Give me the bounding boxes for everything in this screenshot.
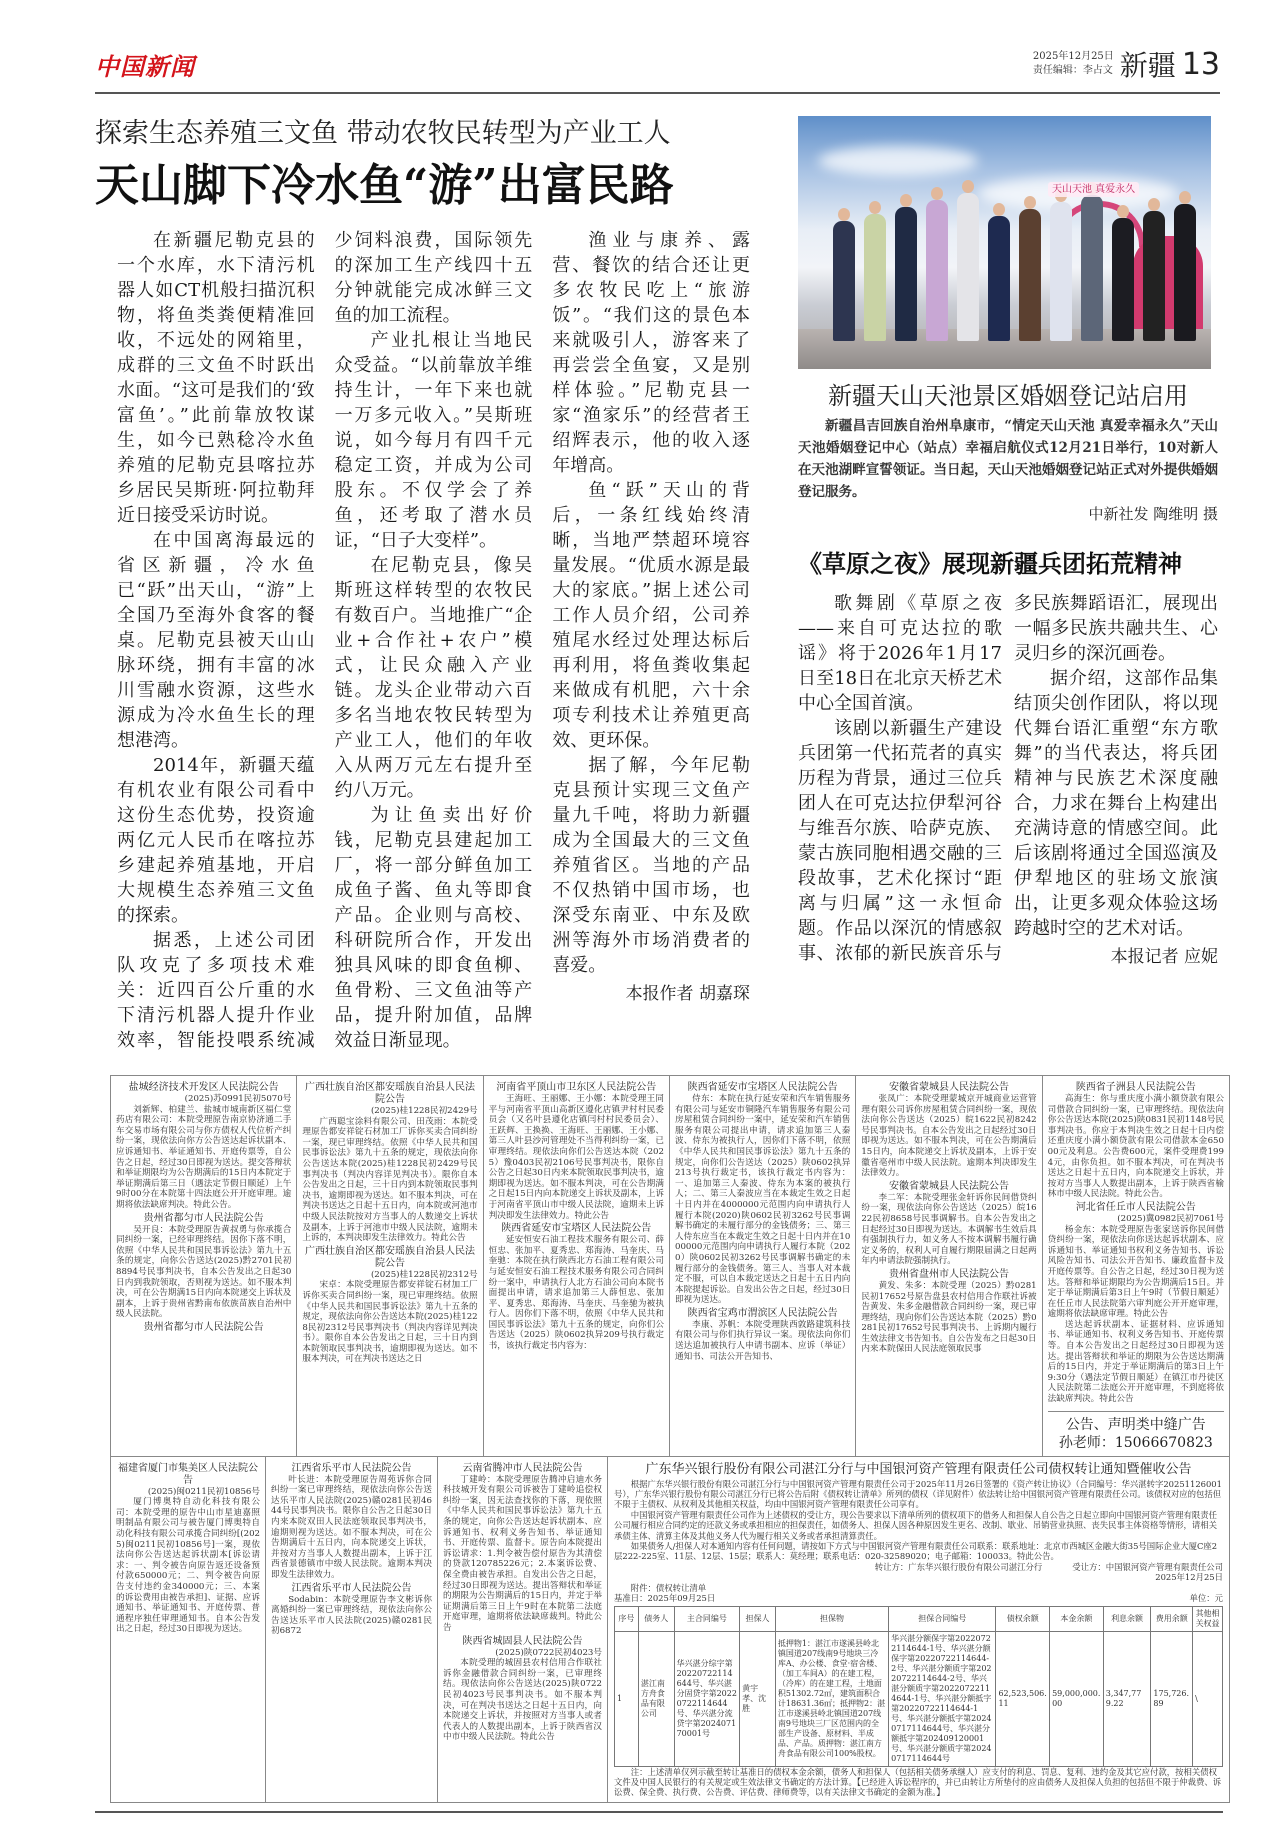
table-cell: 62,523,506.11 bbox=[996, 1631, 1050, 1766]
claims-table bbox=[614, 1606, 1223, 1767]
photo-banner-text: 天山天池 真爱永久 bbox=[1048, 182, 1139, 197]
photo-person-head bbox=[1179, 191, 1191, 204]
ad-contact: 孙老师：15066670823 bbox=[1058, 1434, 1213, 1451]
article-paragraph: 2014年，新疆天蕴有机农业有限公司看中这份生态优势，投资逾两亿元人民币在喀拉苏乡建起养殖基地，开启大规模生态养殖三文鱼的探索。 bbox=[117, 755, 315, 926]
news-photo bbox=[798, 116, 1211, 369]
photo-person bbox=[957, 193, 979, 341]
notice-column bbox=[111, 1457, 266, 1802]
article2-byline: 本报记者 应妮 bbox=[1110, 947, 1218, 967]
page-header-info bbox=[1033, 44, 1220, 84]
article-byline: 本报作者 胡嘉琛 bbox=[625, 984, 750, 1004]
table-header-cell: 序号 bbox=[615, 1606, 639, 1631]
photo-person-head bbox=[838, 208, 850, 221]
notice-title: 福建省厦门市集美区人民法院公告 bbox=[118, 1462, 258, 1486]
editor-credit: 责任编辑：李占文 bbox=[1032, 65, 1113, 76]
top-stories bbox=[95, 116, 1220, 1053]
notice-title: 云南省腾冲市人民法院公告 bbox=[462, 1462, 583, 1474]
notices-upper bbox=[111, 1076, 1229, 1457]
notice-column bbox=[670, 1076, 856, 1456]
article-paragraph: 在尼勒克县，像吴斯班这样转型的农牧民有数百户。当地推广“企业+合作社+农户”模式，让民众融入产业链。龙头企业带动六百多名当地农牧民转型为产业工人，他们的年收入从两万元左右提升至约八万元。 bbox=[334, 555, 533, 801]
photo-person bbox=[1081, 195, 1103, 341]
photo-person-head bbox=[1148, 198, 1160, 211]
photo-person-head bbox=[869, 201, 881, 214]
notice-title: 安徽省蒙城县人民法院公告 bbox=[888, 1180, 1009, 1192]
side-stories bbox=[798, 116, 1218, 1053]
photo-cloud bbox=[818, 146, 978, 176]
notice-body: 黄发、朱多：本院受理（2025）黔0281民初17652号原告盘县农村信用合作联社诉被告黄发、朱多金融借款合同纠纷一案，现已审理终结，现向你们公告送达本院（2025）黔0281民初17652号民事判决书、上诉期内履行生效法律文书告知书。自公告发布之日起30日内来本院保田人民法庭领取民事 bbox=[861, 1280, 1037, 1355]
photo-credit: 中新社发 陶维明 摄 bbox=[1088, 505, 1218, 523]
table-cell: 3,347,779.22 bbox=[1103, 1631, 1151, 1766]
article-paragraph: 据了解，今年尼勒克县预计实现三文鱼产量九千吨，将助力新疆成为全国最大的三文鱼养殖省区。当地的产品不仅热销中国市场，也深受东南亚、中东及欧洲等海外市场消费者的喜爱。 bbox=[552, 755, 750, 976]
footer-divider bbox=[95, 1811, 1223, 1813]
photo-person bbox=[1019, 209, 1041, 341]
table-header-cell: 债权余额 bbox=[996, 1606, 1050, 1631]
photo-person-head bbox=[1117, 205, 1129, 218]
photo-person bbox=[988, 216, 1010, 341]
notice-title: 陕西省宝鸡市渭滨区人民法院公告 bbox=[687, 1307, 838, 1319]
notice-body: 叶长进：本院受理原告周苑诉你合同纠纷一案已审理终结，现依法向你公告送达乐平市人民法院(2025)赣0281民初4644号民事判决书。限你自公告之日起30日内来本院双田人民法庭领取民事判决书，逾期则视为送达。如不服本判决，可在公告期满后十五日内，向本院递交上诉状，并按对方当事人人数提出副本，上诉于江西省景德镇市中级人民法院。逾期本判决即发生法律效力。 bbox=[271, 1474, 432, 1580]
notice-column bbox=[484, 1076, 670, 1456]
notice-body: 张凤广：本院受理蒙城京开城商业运营管理有限公司诉你房屋租赁合同纠纷一案，现依法向你公告送达（2025）皖1622民初8242号民事判决书。自本公告发出之日起经过30日即视为送达。如不服本判决，可在公告期满后15日内，向本院递交上诉状及副本，上诉于安徽省亳州市中级人民法院。逾期本判决即发生法律效力。 bbox=[861, 1094, 1037, 1179]
notice-case-number: (2025)桂1228民初2429号 bbox=[370, 1106, 478, 1116]
notice-column bbox=[438, 1457, 608, 1802]
transferor: 转让方：广东华兴银行股份有限公司湛江分行 bbox=[874, 1561, 1043, 1572]
article-paragraph: 渔业与康养、露营、餐饮的结合还让更多农牧民吃上“旅游饭”。“我们这的景色本来就吸引人，游客来了再尝尝全鱼宴，又是别样体验。”尼勒克县一家“渔家乐”的经营者王绍辉表示，他的收入逐年增高。 bbox=[552, 230, 750, 476]
notice-body: 高海生：你与重庆度小满小额贷款有限公司借款合同纠纷一案，已审理终结。现依法向你公告送达本院(2025)陕0831民初1148号民事判决书。你应于本判决生效之日起十日内偿还重庆度小满小额贷款有限公司借款本金65000元及利息。公告费600元，案件受理费1994元，由你负担。如不服本判决，可在判决书送达之日起十五日内，向本院递交上诉状，并按对方当事人人数提出副本，上诉于陕西省榆林市中级人民法院。特此公告。 bbox=[1047, 1094, 1224, 1200]
notice-title: 贵州省都匀市人民法院公告 bbox=[143, 1212, 264, 1224]
table-header-cell: 主合同编号 bbox=[674, 1606, 740, 1631]
table-cell: \ bbox=[1193, 1631, 1223, 1766]
table-header-cell: 担保物 bbox=[775, 1606, 888, 1631]
base-date-row bbox=[614, 1593, 1223, 1603]
lead-story bbox=[95, 116, 750, 1053]
table-cell: 黄宇孝、沈胜 bbox=[740, 1631, 776, 1766]
notice-title: 陕西省城固县人民法院公告 bbox=[462, 1635, 583, 1647]
notice-body: 刘新辉、柏建兰、盐城市城南新区福仁堂药店有限公司：本院受理原告南京协济通二手车交易市场有限公司与你方债权人代位析产纠纷一案，现依法向你方公告送达起诉状副本、应诉通知书、举证通知书、开庭传票等，自公告之日起，经过30日即视为送达。提交答辩状和举证期限均为公告期满后的15日内本院定于举证期满后第三日（遇法定节假日顺延）上午9时00分在本院第十四法庭公开开庭审理。逾期将依法缺席判决。特此公告。 bbox=[116, 1104, 292, 1210]
table-header-row bbox=[615, 1606, 1223, 1631]
header-meta bbox=[1033, 50, 1114, 78]
legal-notices-section bbox=[110, 1075, 1230, 1803]
article-paragraph: 为让鱼卖出好价钱，尼勒克县建起加工厂，将一部分鲜鱼加工成鱼子酱、鱼丸等即食产品。企业则与高校、科研院所合作，开发出独具风味的即食鱼柳、鱼骨粉、三文鱼油等产品，提升附加值，品牌效益日渐显现。 bbox=[334, 805, 533, 1051]
bank-notice-date: 2025年12月25日 bbox=[1155, 1572, 1223, 1583]
photo-person bbox=[864, 214, 886, 341]
notice-body: 本院受理的城固县农村信用合作联社诉你金融借款合同纠纷一案，已审理终结。现依法向你公告送达(2025)陕0722民初4023号民事判决书。如不服本判决，可在判决书送达之日起十五日内，向本院递交上诉状，并按照对方当事人或者代表人的人数提出副本，上诉于陕西省汉中市中级人民法院。特此公告 bbox=[443, 1658, 602, 1743]
table-cell: 华兴湛分额保字第20220722114644-1号、华兴湛分额保字第20220722114644-2号、华兴湛分额质字第20220722114644-2号、华兴湛分额质字第20220722114644-1号、华兴湛分额抵字第20220722114644-1号、华兴湛分额抵字第20240717114644号、华兴湛分额抵字第202409120001号、华兴湛分额质字第20240717114644号 bbox=[889, 1631, 996, 1766]
table-header-cell: 本金余额 bbox=[1050, 1606, 1104, 1631]
notice-column bbox=[111, 1076, 297, 1456]
notice-title: 河南省平顶山市卫东区人民法院公告 bbox=[496, 1082, 657, 1093]
photo-caption-title: 新疆天山天池景区婚姻登记站启用 bbox=[828, 382, 1188, 410]
page-number: 13 bbox=[1181, 46, 1220, 82]
article-body bbox=[117, 228, 750, 1053]
article-headline: 天山脚下冷水鱼“游”出富民路 bbox=[95, 160, 674, 211]
table-header-cell: 担保人 bbox=[740, 1606, 776, 1631]
notice-body: 杨金东：本院受理原告张家送诉你民间借贷纠纷一案，现依法向你送达起诉状副本、应诉通知书、举证通知书权利义务告知书、诉讼风险告知书、司法公开告知书、廉政监督卡及开庭传票等。自公告之日起，经过30日视为送达。答辩和举证期限均为公告期满后15日。并定于举证期满后第3日上午9时（节假日顺延）在任丘市人民法院第六审判庭公开开庭审理，逾期将依法缺席审理。特此公告 bbox=[1047, 1224, 1224, 1320]
notice-body: 王海旺、王丽娜、王小娜：本院受理王同平与河南省平顶山高新区遵化店镇尹村村民委员会（又名叶县遵化店镇闫村村民委员会）、王跃辉、王换换、王海旺、王丽娜、王小娜、第三人叶县沙河管理处不当得利纠纷一案，已审理终结。现依法向你们公告送达本院（2025）豫0403民初2106号民事判决书，限你自公告之日起30日内来本院领取民事判决书，逾期即视为送达。如不服本判决，可在公告期满之日起15日内向本院递交上诉状及副本，上诉于河南省平顶山市中级人民法院，逾期未上诉判决即发生法律效力。特此公告 bbox=[488, 1094, 664, 1221]
transferee: 受让方：中国银河资产管理有限责任公司 bbox=[1072, 1561, 1223, 1572]
notice-column bbox=[856, 1076, 1042, 1456]
photo-person-head bbox=[1024, 196, 1036, 209]
notice-column bbox=[1043, 1076, 1229, 1456]
notice-body: Sodabin：本院受理原告李文彬诉你离婚纠纷一案已审理终结，现依法向你公告送达乐平市人民法院(2025)赣0281民初6872 bbox=[271, 1594, 432, 1637]
notice-title: 河北省任丘市人民法院公告 bbox=[1075, 1201, 1196, 1213]
table-header-cell: 债务人 bbox=[638, 1606, 674, 1631]
table-cell: 175,726.89 bbox=[1151, 1631, 1193, 1766]
article-paragraph: 鱼“跃”天山的背后，一条红线始终清晰，当地严禁超环境容量发展。“优质水源是最大的家底。”据上述公司工作人员介绍，公司养殖尾水经过处理达标后再利用，将鱼粪收集起来做成有机肥，六十余项专利技术让养殖更高效、更环保。 bbox=[552, 480, 750, 751]
table-cell: 抵押物1：湛江市遂溪县岭北镇国道207线南9号地块三冷库A、办公楼、食堂·宿舍楼、（加工车间A）的在建工程，（冷库）的在建工程，土地面积51302.72㎡，建筑面积合计18631.36㎡；抵押物2：湛江市遂溪县岭北镇国道207线南9号地块三厂区范围内的全部生产设备、原材料、半成品、产品。质押物：湛江南方舟食品有限公司100%股权。 bbox=[775, 1631, 888, 1766]
notice-body: 广西聪宝涂料有限公司、田茂雨：本院受理原告都安祥锭石材加工厂诉你买卖合同纠纷一案，现已审理终结。依照《中华人民共和国民事诉讼法》第九十五条的规定，现依法向你公告送达本院(2025)桂1228民初2429号民事判决书（判决内容详见判决书）。限你自本公告发出之日起，三十日内到本院领取民事判决书，逾期即视为送达。如不服本判决，可在判决书送达之日起十五日内，向本院或河池市中级人民法院按对方当事人的人数递交上诉状及副本，上诉于河池市中级人民法院，逾期未上诉的，本判决即发生法律效力。特此公告 bbox=[302, 1116, 478, 1244]
notice-title: 陕西省延安市宝塔区人民法院公告 bbox=[687, 1082, 838, 1093]
masthead bbox=[95, 40, 1220, 88]
photo-person-head bbox=[931, 187, 943, 200]
article2-paragraph: 该剧以新疆生产建设兵团第一代拓荒者的真实历程为背景，通过三位兵团人在可克达拉伊犁河谷与维吾尔族、哈萨克族、蒙古族同胞相遇交融的三段故事，艺术化探讨“距离与归属”这一永恒命题。作品以深沉的情感叙事、浓郁的新民族音乐与多民族舞蹈语汇，展现出一幅多民族共融共生、心灵归乡的深沉画卷。 bbox=[798, 593, 1218, 964]
article2-body bbox=[798, 591, 1218, 970]
bank-signatures bbox=[614, 1562, 1223, 1572]
bank-notice bbox=[608, 1457, 1229, 1802]
article-subtitle: 探索生态养殖三文鱼 带动农牧民转型为产业工人 bbox=[95, 118, 671, 149]
photo-person bbox=[926, 200, 948, 341]
article-paragraph: 产业扎根让当地民众受益。“以前靠放羊维持生计，一年下来也就一万多元收入。”吴斯班说，如今每月有四千元稳定工资，并成为公司股东。不仅学会了养鱼，还考取了潜水员证，“日子大变样”。 bbox=[334, 330, 533, 551]
table-cell: 湛江南方舟食品有限公司 bbox=[638, 1631, 674, 1766]
notice-body: 延安恒安石油工程技术服务有限公司、薛恒忠、张加平、夏秀忠、郑海涛、马奎庆、马奎驰：本院在执行陕西北方石油工程有限公司与延安恒安石油工程技术服务有限公司合同纠纷一案中，申请执行人北方石油公司向本院书面提出申请，请求追加第三人薛恒忠、张加平、夏秀忠、郑海涛、马奎庆、马奎驰为被执行人。因你们下落不明，依照《中华人民共和国民事诉讼法》第九十五条的规定，向你们公告送达（2025）陕0602执异209号执行裁定书，该执行裁定书内容为： bbox=[488, 1235, 664, 1352]
notice-case-number: (2025)桂1228民初2312号 bbox=[370, 1269, 478, 1280]
notices-lower bbox=[111, 1457, 1229, 1802]
newspaper-logo: 中国新闻 bbox=[95, 51, 195, 81]
notice-case-number: (2025)闽0211民初10856号 bbox=[147, 1486, 260, 1497]
photo-person bbox=[1174, 204, 1196, 341]
section-name: 新疆 bbox=[1119, 49, 1176, 82]
table-note: 注：上述清单仅列示截至转让基准日的债权本金余额，债务人和担保人（包括相关债务承继人）应支付的利息、罚息、复利、违约金及其它应付款，按相关债权文件及中国人民银行的有关规定或生效法律文书确定的方法计算。【已经进入诉讼程序的，并已由转让方所垫付的应由债务人及担保人负担的包括但不限于仲裁费、诉讼费、保全费、执行费、公告费、评估费、律师费等，以有关法律文书确定的金额为准。】 bbox=[614, 1766, 1222, 1798]
table-header-cell: 利息余额 bbox=[1103, 1606, 1151, 1631]
table-cell: 华兴湛分综字第20220722114644号、华兴湛分固贷字第20220722114644号、华兴湛分流贷字第202407170001号 bbox=[674, 1631, 740, 1766]
notice-title: 江西省乐平市人民法院公告 bbox=[291, 1582, 412, 1594]
article2-headline: 《草原之夜》展现新疆兵团拓荒精神 bbox=[798, 549, 1182, 578]
notice-title: 广西壮族自治区都安瑶族自治县人民法院公告 bbox=[304, 1245, 475, 1269]
table-header-cell: 其他相关权益 bbox=[1193, 1606, 1223, 1631]
article-paragraph: 在中国离海最远的省区新疆，冷水鱼已“跃”出天山，“游”上全国乃至海外食客的餐桌。尼勒克县被天山山脉环绕，拥有丰富的冰川雪融水资源，这些水源成为冷水鱼生长的理想港湾。 bbox=[117, 530, 315, 751]
article-paragraph: 据悉，上述公司团队攻克了多项技术难关：近四百公斤重的水下清污机器人提升作业效率，智能投喂系统减少饲料浪费，国际领先的深加工生产线四十五分钟就能完成冰鲜三文鱼的加工流程。 bbox=[117, 230, 533, 1051]
notice-title: 安徽省蒙城县人民法院公告 bbox=[888, 1082, 1009, 1093]
article2-paragraph: 据介绍，这部作品集结顶尖创作团队，将以现代舞台语汇重塑“东方歌舞”的当代表达，将兵团精神与民族艺术深度融合，力求在舞台上构建出充满诗意的情感空间。此后该剧将通过全国巡演及伊犁地区的驻场文旅演出，让更多观众体验这场跨越时空的艺术对话。 bbox=[1014, 668, 1218, 939]
base-date: 基准日：2025年09月25日 bbox=[614, 1593, 716, 1604]
notice-body: 送达起诉状副本、证据材料、应诉通知书、举证通知书、权利义务告知书、开庭传票等。自本公告发出之日起经过30日即视为送达。提出答辩状和举证的期限为公告送达期满后的15日内，并定于举证期满后的第3日上午9:30分（遇法定节假日顺延）在镇江市丹徒区人民法院第二法庭公开开庭审理，不到庭将依法缺席判决。特此公告 bbox=[1047, 1319, 1224, 1405]
photo-person bbox=[1143, 211, 1165, 341]
photo-person bbox=[1050, 202, 1072, 341]
notice-title: 陕西省子洲县人民法院公告 bbox=[1075, 1082, 1196, 1093]
table-header-cell: 担保合同编号 bbox=[889, 1606, 996, 1631]
photo-person-head bbox=[993, 203, 1005, 216]
table-cell: 59,000,000.00 bbox=[1050, 1631, 1104, 1766]
photo-person bbox=[833, 221, 855, 341]
notice-title: 贵州省盘州市人民法院公告 bbox=[888, 1268, 1009, 1280]
photo-person-head bbox=[900, 194, 912, 207]
notice-case-number: (2025)陕0722民初4023号 bbox=[495, 1647, 602, 1658]
photo-person bbox=[895, 207, 917, 341]
photo-person-head bbox=[962, 180, 974, 193]
notice-title: 盐城经济技术开发区人民法院公告 bbox=[128, 1082, 279, 1093]
ad-title: 公告、声明类中缝广告 bbox=[1065, 1416, 1206, 1433]
photo-person bbox=[1112, 218, 1134, 341]
header-divider bbox=[95, 92, 1220, 94]
notice-body: 侍东：本院在执行延安荣和汽车销售服务有限公司与延安市铜隆汽车销售服务有限公司房屋租赁合同纠纷一案中，延安荣和汽车销售服务有限公司提出申请，请求追加第三人秦波、侍东为被执行人，因你们下落不明，依照《中华人民共和国民事诉讼法》第九十五条的规定，向你们公告送达（2025）陕0602执异213号执行裁定书，该执行裁定书内容为：一、追加第三人秦波、侍东为本案的被执行人；二、第三人秦波应当在本裁定生效之日起十日内并在4000000元范围内向申请执行人履行本院(2020)陕0602民初3262号民事调解书确定的未履行部分的金钱债务；三、第三人侍东应当在本裁定生效之日起十日内并在1000000元范围内向申请执行人履行本院（2020）陕0602民初3262号民事调解书确定的未履行部分的金钱债务。第三人、当事人对本裁定不服，可以自本裁定送达之日起十五日内向本院提起诉讼。自发出公告之日起，经过30日即视为送达。 bbox=[674, 1094, 851, 1306]
notice-case-number: (2025)冀0982民初7061号 bbox=[1117, 1213, 1224, 1224]
ad-box bbox=[1048, 1411, 1224, 1452]
article-paragraph: 在新疆尼勒克县的一个水库，水下清污机器人如CT机般扫描沉积物，将鱼类粪便精准回收，不远处的网箱里，成群的三文鱼不时跃出水面。“这可是我们的‘致富鱼’。”此前靠放牧谋生，如今已熟稔冷水鱼养殖的尼勒克县喀拉苏乡居民吴斯班·阿拉勒拜近日接受采访时说。 bbox=[117, 230, 315, 526]
attachment-label: 附件：债权转让清单 bbox=[630, 1582, 707, 1593]
notice-body: 李二军：本院受理张金轩诉你民间借贷纠纷一案，现依法向你公告送达（2025）皖1622民初8658号民事调解书。自本公告发出之日起经过30日即视为送达。本调解书生效后具有强制执行力，如义务人不按本调解书履行确定义务的，权利人可自履行期限届满之日起两年内申请法院强制执行。 bbox=[861, 1192, 1037, 1267]
notice-column bbox=[297, 1076, 483, 1456]
notice-body: 吴开良：本院受理原告黄叔勇与你承揽合同纠纷一案，已经审理终结。因你下落不明，依照《中华人民共和国民事诉讼法》第九十五条的规定，向你公告送达(2025)黔2701民初8894号民事判决书，自本公告发出之日起30日内到我院领取，否则视为送达。如不服本判决，可在公告期满15日内向本院递交上诉状及副本，上诉于贵州省黔南布依族苗族自治州中级人民法院。 bbox=[116, 1224, 292, 1320]
table-row bbox=[615, 1631, 1223, 1766]
notice-body: 厦门博奥特自动化科技有限公司：本院受理的原告中山市星迪嘉照明制品有限公司与被告厦门博奥特自动化科技有限公司承揽合同纠纷[(2025)闽0211民初10856号]一案，现依法向你公告送达起诉状副本[诉讼请求：一、判令被告向原告返还设备预付款650000元；二、判令被告向原告支付违约金340000元；三、本案的诉讼费用由被告承担]、证据、应诉通知书、举证通知书、开庭传票、普通程序独任审理通知书。自本公告发出之日起，经过30日即视为送达。 bbox=[116, 1497, 260, 1635]
notice-case-number: (2025)苏0991民初5070号 bbox=[184, 1094, 292, 1104]
bank-notice-paragraph: 中国银河资产管理有限责任公司作为上述债权的受让方，现公告要求以下清单所列的债权项下的借务人和担保人自公告之日起立即向中国银河资产管理有限责任公司履行相应合同约定的还款义务或承担相应的担保责任，如债务人、担保人因各种原因发生更名、改制、歇业、吊销营业执照、丧失民事主体资格等情形，请相关承债主体、清算主体及其他义务人代为履行相关义务或者承担清算责任。 bbox=[614, 1509, 1218, 1541]
bank-notice-paragraph: 根据广东华兴银行股份有限公司湛江分行与中国银河资产管理有限责任公司于2025年11月26日签署的《资产转让协议》（合同编号：华兴湛转字20251126001号），广东华兴银行股份有限公司湛江分行已将公告后附《债权转让清单》所列的债权（详见附件）依法转让给中国银河资产管理有限责任公司。该债权对应的包括但不限于主债权、从权利及其他相关权益，均由中国银河资产管理有限责任公司享有。 bbox=[614, 1478, 1222, 1510]
article2-paragraph: 歌舞剧《草原之夜——来自可克达拉的歌谣》将于2026年1月17日至18日在北京天桥艺术中心全国首演。 bbox=[798, 593, 1002, 714]
notice-body: 丁建岭：本院受理原告腾冲启迪水务科技城开发有限公司诉被告丁建岭追偿权纠纷一案，因无法查找你的下落，现依照《中华人民共和国民事诉讼法》第九十五条的规定，向你公告送达起诉状副本、应诉通知书、权利义务告知书、举证通知书、开庭传票、监督卡。原告向本院提出诉讼请求：1.判令被告偿付原告为其清偿的贷款120785226元；2.本案诉讼费、保全费由被告承担。自发出公告之日起，经过30日即视为送达。提出答辩状和举证的期限为公告期满后的15日内，并定于举证期满后第三日上午9时在本院第二法庭开庭审理，逾期将依法缺席裁判。特此公告 bbox=[443, 1474, 602, 1633]
notice-title: 江西省乐平市人民法院公告 bbox=[291, 1462, 412, 1474]
notice-body: 李康、苏帆：本院受理陕西敦路建筑科技有限公司与你们执行异议一案。现依法向你们送达追加被执行人申请书副本、应诉（举证）通知书、司法公开告知书、 bbox=[674, 1319, 851, 1362]
photo-caption: 新疆昌吉回族自治州阜康市，“情定天山天池 真爱幸福永久”天山天池婚姻登记中心（站点）幸福启航仪式12月21日举行，10对新人在天池湖畔宣誓领证。当日起，天山天池婚姻登记站正式对外提供婚姻登记服务。 bbox=[798, 418, 1218, 500]
notice-body: 宋卓：本院受理原告都安祥锭石材加工厂诉你买卖合同纠纷一案，现已审理终结。依照《中华人民共和国民事诉讼法》第九十五条的规定，现依法向你公告送达本院(2025)桂1228民初2312号民事判决书（判决内容详见判决书）。限你自本公告发出之日起，三十日内到本院领取民事判决书，逾期即视为送达。如不服本判决，可在判决书送达之日 bbox=[302, 1280, 478, 1365]
notice-title: 陕西省延安市宝塔区人民法院公告 bbox=[501, 1223, 652, 1235]
issue-date: 2025年12月25日 bbox=[1032, 51, 1114, 62]
notice-column bbox=[266, 1457, 438, 1802]
table-header-cell: 费用余额 bbox=[1151, 1606, 1193, 1631]
bank-notice-title: 广东华兴银行股份有限公司湛江分行与中国银河资产管理有限责任公司债权转让通知暨催收公告 bbox=[645, 1461, 1192, 1477]
table-cell: 1 bbox=[615, 1631, 639, 1766]
unit-label: 单位：元 bbox=[1189, 1593, 1223, 1604]
bank-notice-paragraph: 如果债务人/担保人对本通知内容有任何问题，请按如下方式与中国银河资产管理有限责任公司联系：联系地址：北京市西城区金融大街35号国际企业大厦C座2层222-225室、11层、12层、15层；联系人：莫经理；联系电话：020-32589020；电子邮箱：100033。特此公告。 bbox=[614, 1541, 1218, 1562]
notice-title: 广西壮族自治区都安瑶族自治县人民法院公告 bbox=[304, 1082, 475, 1105]
notice-title: 贵州省都匀市人民法院公告 bbox=[143, 1321, 264, 1333]
